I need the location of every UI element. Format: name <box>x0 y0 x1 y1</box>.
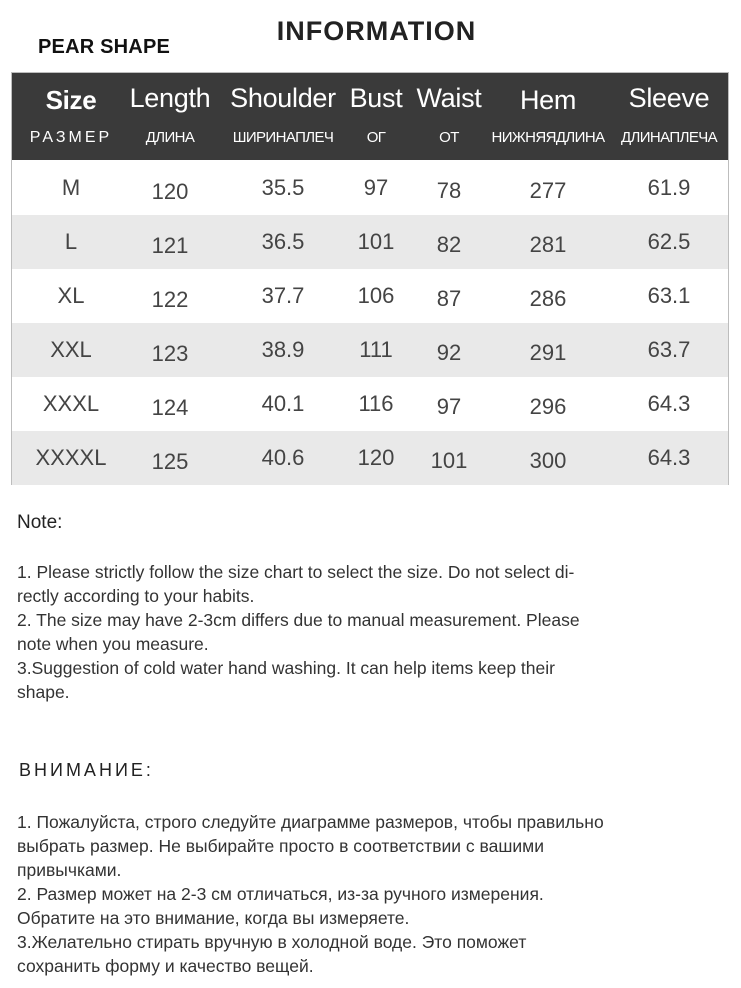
cell-hem: 291 <box>529 340 567 365</box>
cell-bust: 120 <box>357 445 395 470</box>
note-item-3: 3.Suggestion of cold water hand washing. It can help items keep their shape. <box>17 658 555 702</box>
note-item-2: 2. The size may have 2-3cm differs due to manual measurement. Please note when you measure. <box>17 610 580 654</box>
column-header-size-ru: РАЗМЕР <box>29 129 113 146</box>
cell-waist: 78 <box>436 178 462 203</box>
column-header-hem <box>486 73 610 160</box>
cell-length: 124 <box>151 395 189 420</box>
cell-sleeve: 63.7 <box>647 337 691 362</box>
note-title: Note: <box>17 512 63 533</box>
column-header-length <box>120 73 220 160</box>
table-row <box>12 215 728 269</box>
attention-item-1: 1. Пожалуйста, строго следуйте диаграмме размеров, чтобы правильно выбрать размер. Не выбирайте просто в соответствии с вашими привычками. <box>17 812 604 880</box>
column-header-bust <box>342 73 410 160</box>
cell-waist: 97 <box>436 394 462 419</box>
column-header-waist-ru: ОТ <box>439 129 459 146</box>
cell-waist: 82 <box>436 232 462 257</box>
cell-size: XL <box>57 283 85 308</box>
cell-hem: 300 <box>529 448 567 473</box>
cell-bust: 111 <box>359 337 393 362</box>
attention-item-2: 2. Размер может на 2-3 см отличаться, из-за ручного измерения. Обратите на это внимание, когда вы измеряете. <box>17 884 544 928</box>
cell-size: XXL <box>50 337 92 362</box>
column-header-length-ru: ДЛИНА <box>145 129 195 146</box>
column-header-sleeve-en: Sleeve <box>628 83 710 113</box>
cell-hem: 277 <box>529 178 567 203</box>
cell-shoulder: 37.7 <box>261 283 305 308</box>
cell-length: 121 <box>151 233 189 258</box>
cell-sleeve: 64.3 <box>647 391 691 416</box>
cell-sleeve: 64.3 <box>647 445 691 470</box>
cell-length: 122 <box>151 287 189 312</box>
cell-bust: 116 <box>358 391 394 416</box>
column-header-length-en: Length <box>129 83 211 113</box>
pear-shape-label: PEAR SHAPE <box>38 36 171 58</box>
cell-sleeve: 61.9 <box>647 175 691 200</box>
cell-shoulder: 36.5 <box>261 229 305 254</box>
cell-bust: 97 <box>363 175 389 200</box>
column-header-shoulder-ru: ШИРИНАПЛЕЧ <box>232 129 334 146</box>
table-row <box>12 377 728 431</box>
attention-title: ВНИМАНИЕ: <box>19 760 154 780</box>
cell-size: XXXXL <box>35 445 107 470</box>
note-item-1: 1. Please strictly follow the size chart to select the size. Do not select di- rectly according to your habits. <box>17 562 575 606</box>
attention-item-3: 3.Желательно стирать вручную в холодной воде. Это поможет сохранить форму и качество вещей. <box>17 932 527 976</box>
cell-waist: 87 <box>436 286 462 311</box>
column-header-shoulder <box>222 73 344 160</box>
column-header-bust-ru: ОГ <box>366 129 386 146</box>
cell-shoulder: 35.5 <box>261 175 305 200</box>
cell-length: 125 <box>151 449 189 474</box>
table-row <box>12 269 728 323</box>
cell-shoulder: 40.6 <box>261 445 305 470</box>
cell-size: M <box>61 175 81 200</box>
cell-sleeve: 62.5 <box>647 229 691 254</box>
cell-bust: 101 <box>357 229 395 254</box>
table-row <box>12 431 728 485</box>
cell-hem: 281 <box>529 232 567 257</box>
column-header-sleeve-ru: ДЛИНАПЛЕЧА <box>620 129 718 146</box>
cell-hem: 286 <box>529 286 567 311</box>
size-table <box>11 72 729 485</box>
cell-length: 123 <box>151 341 189 366</box>
column-header-sleeve <box>610 73 728 160</box>
column-header-waist-en: Waist <box>416 83 482 113</box>
size-table-header <box>12 73 728 160</box>
column-header-waist <box>410 73 488 160</box>
column-header-hem-en: Hem <box>519 85 577 115</box>
column-header-hem-ru: НИЖНЯЯДЛИНА <box>491 129 605 146</box>
cell-bust: 106 <box>357 283 395 308</box>
cell-waist: 92 <box>436 340 462 365</box>
cell-length: 120 <box>151 179 189 204</box>
cell-size: L <box>64 229 78 254</box>
cell-waist: 101 <box>430 448 468 473</box>
cell-shoulder: 38.9 <box>261 337 305 362</box>
column-header-size <box>12 73 130 160</box>
cell-shoulder: 40.1 <box>261 391 305 416</box>
table-row <box>12 323 728 377</box>
page-title-text: INFORMATION <box>276 16 477 46</box>
column-header-shoulder-en: Shoulder <box>230 83 336 113</box>
cell-hem: 296 <box>529 394 567 419</box>
cell-size: XXXL <box>42 391 100 416</box>
column-header-bust-en: Bust <box>349 83 403 113</box>
column-header-size-en: Size <box>45 85 97 115</box>
page-title <box>0 16 741 47</box>
table-row <box>12 161 728 215</box>
cell-sleeve: 63.1 <box>647 283 691 308</box>
